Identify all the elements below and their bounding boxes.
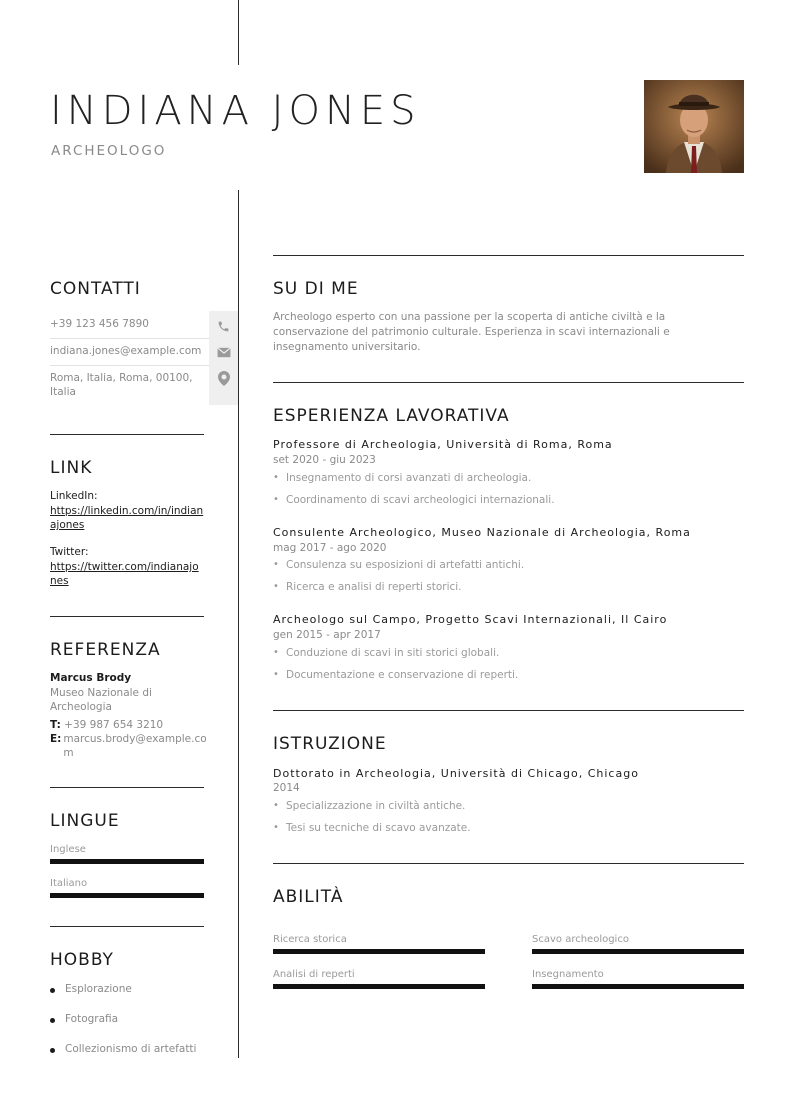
twitter-label: Twitter:	[50, 546, 89, 558]
hobbies-title: HOBBY	[50, 950, 114, 970]
section-divider	[273, 382, 744, 383]
twitter-link[interactable]: https://twitter.com/indianajones	[50, 561, 199, 587]
skill-name: Analisi di reperti	[273, 969, 355, 980]
bullet-icon	[50, 1048, 55, 1053]
job-bullet-text: Documentazione e conservazione di reperti.	[286, 669, 519, 681]
job-dates: set 2020 - giu 2023	[273, 454, 376, 466]
contact-phone-text: +39 123 456 7890	[50, 318, 149, 330]
bullet-icon: •	[273, 472, 279, 483]
skill-name: Ricerca storica	[273, 934, 347, 945]
skill-name: Insegnamento	[532, 969, 604, 980]
contact-icon-strip	[209, 311, 238, 405]
language-name: Inglese	[50, 844, 86, 855]
section-divider	[273, 710, 744, 711]
reference-email	[50, 732, 210, 760]
contact-address-text: Roma, Italia, Roma, 00100, Italia	[50, 372, 193, 398]
skill-name: Scavo archeologico	[532, 934, 629, 945]
phone-icon	[209, 313, 238, 339]
bullet-icon	[50, 988, 55, 993]
skill-level-bar	[273, 984, 485, 989]
job-bullet-text: Coordinamento di scavi archeologici internazionali.	[286, 494, 555, 506]
bullet-icon: •	[273, 669, 279, 680]
education-dates: 2014	[273, 782, 300, 794]
column-divider	[238, 190, 239, 1058]
bullet-icon: •	[273, 822, 279, 833]
reference-phone	[50, 718, 210, 732]
contact-divider	[50, 365, 209, 366]
hobby-text: Collezionismo di artefatti	[65, 1043, 197, 1055]
bullet-icon: •	[273, 581, 279, 592]
linkedin-link[interactable]: https://linkedin.com/in/indianajones	[50, 505, 204, 531]
languages-title: LINGUE	[50, 811, 120, 831]
job-bullet-text: Ricerca e analisi di reperti storici.	[286, 581, 462, 593]
reference-name: Marcus Brody	[50, 672, 132, 684]
job-title: Archeologo sul Campo, Progetto Scavi Internazionali, Il Cairo	[273, 613, 668, 626]
education-title-line: Dottorato in Archeologia, Università di Chicago, Chicago	[273, 767, 639, 780]
job-dates: mag 2017 - ago 2020	[273, 542, 387, 554]
bullet-icon	[50, 1018, 55, 1023]
candidate-role: ARCHEOLOGO	[51, 143, 167, 159]
skill-level-bar	[532, 949, 744, 954]
hobby-text: Fotografia	[65, 1013, 119, 1025]
language-name: Italiano	[50, 878, 88, 889]
job-bullet-text: Conduzione di scavi in siti storici globali.	[286, 647, 500, 659]
contacts-title: CONTATTI	[50, 279, 141, 299]
section-divider	[273, 863, 744, 864]
job-bullet-text: Insegnamento di corsi avanzati di archeologia.	[286, 472, 532, 484]
job-dates: gen 2015 - apr 2017	[273, 629, 381, 641]
language-level-bar	[50, 893, 204, 898]
reference-title: REFERENZA	[50, 640, 161, 660]
bullet-icon: •	[273, 559, 279, 570]
reference-phone-label: T:	[50, 719, 61, 731]
language-level-bar	[50, 859, 204, 864]
reference-organization: Museo Nazionale di Archeologia	[50, 687, 152, 713]
bullet-icon: •	[273, 647, 279, 658]
job-title: Professore di Archeologia, Università di Roma, Roma	[273, 438, 613, 451]
location-icon	[209, 365, 238, 391]
contact-divider	[50, 338, 209, 339]
contact-email-text: indiana.jones@example.com	[50, 345, 202, 357]
candidate-name: INDIANA JONES	[50, 88, 421, 134]
job-bullet-text: Consulenza su esposizioni di artefatti antichi.	[286, 559, 525, 571]
bullet-icon: •	[273, 800, 279, 811]
bullet-icon: •	[273, 494, 279, 505]
about-title: SU DI ME	[273, 279, 359, 299]
education-bullet-text: Specializzazione in civiltà antiche.	[286, 800, 466, 812]
education-title: ISTRUZIONE	[273, 734, 387, 754]
reference-email-value: marcus.brody@example.com	[63, 733, 207, 759]
job-title: Consulente Archeologico, Museo Nazionale di Archeologia, Roma	[273, 526, 691, 539]
section-divider	[50, 616, 204, 617]
experience-title: ESPERIENZA LAVORATIVA	[273, 406, 510, 426]
section-divider	[273, 255, 744, 256]
mail-icon	[209, 339, 238, 365]
reference-phone-value: +39 987 654 3210	[64, 719, 164, 731]
profile-photo	[644, 80, 744, 173]
linkedin-label: LinkedIn:	[50, 490, 98, 502]
links-title: LINK	[50, 458, 93, 478]
hobby-text: Esplorazione	[65, 983, 132, 995]
about-text: Archeologo esperto con una passione per la scoperta di antiche civiltà e la conservazione del patrimonio culturale. Esperienza in scavi internazionali e insegnamento universitario.	[273, 311, 670, 353]
education-bullet-text: Tesi su tecniche di scavo avanzate.	[286, 822, 471, 834]
reference-email-label: E:	[50, 733, 62, 745]
skills-title: ABILITÀ	[273, 887, 344, 907]
section-divider	[50, 787, 204, 788]
top-vertical-rule	[238, 0, 239, 65]
section-divider	[50, 926, 204, 927]
skill-level-bar	[273, 949, 485, 954]
skill-level-bar	[532, 984, 744, 989]
section-divider	[50, 434, 204, 435]
